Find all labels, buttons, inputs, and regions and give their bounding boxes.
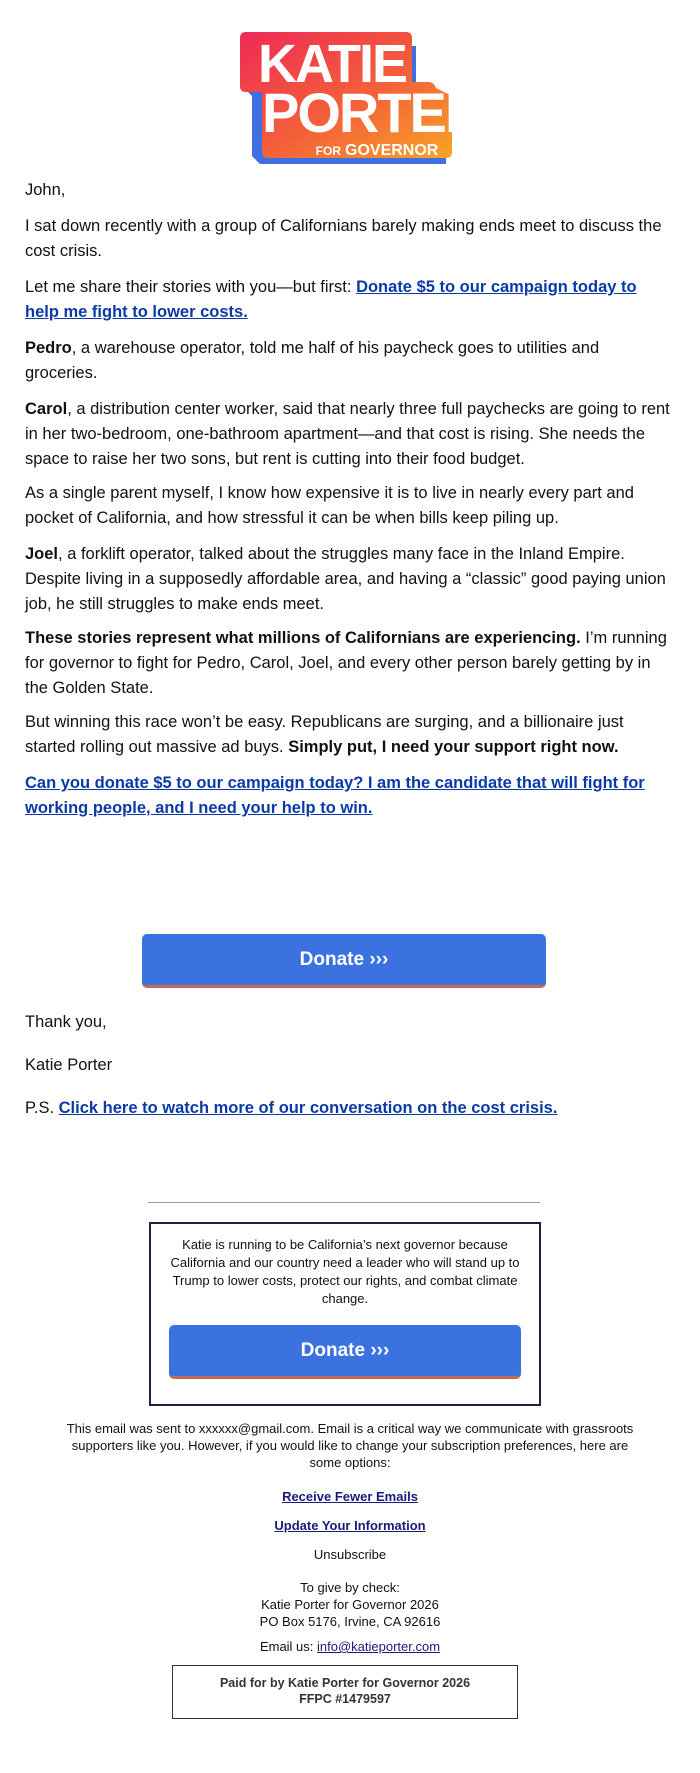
logo-for: FOR bbox=[315, 144, 341, 158]
letter-paragraph-joel: Joel, a forklift operator, talked about the struggles many face in the Inland Empire. Despite living in a supposedly affordable area, and having a “classic” good paying union job, he still struggles to make ends meet. bbox=[25, 545, 666, 613]
email-us: Email us: info@katieporter.com bbox=[259, 1639, 441, 1654]
letter-paragraph-stories: These stories represent what millions of Californians are experiencing. I’m running for governor to fight for Pedro, Carol, Joel, and every other person barely getting by in the Golden State. bbox=[25, 629, 667, 697]
check-line-2: Katie Porter for Governor 2026 bbox=[261, 1597, 439, 1612]
update-information-wrap bbox=[60, 1517, 640, 1534]
watch-conversation-link[interactable]: Click here to watch more of our conversation on the cost crisis. bbox=[58, 1099, 558, 1117]
letter-paragraph-pedro: Pedro, a warehouse operator, told me half of his paycheck goes to utilities and groceries. bbox=[25, 339, 600, 382]
logo-office: GOVERNOR bbox=[345, 142, 439, 159]
ffpc-number: FFPC #1479597 bbox=[299, 1692, 391, 1706]
letter-paragraph-parent: As a single parent myself, I know how expensive it is to live in nearly every part and pocket of California, and how stressful it can be when bills keep piling up. bbox=[25, 484, 634, 527]
check-line-3: PO Box 5176, Irvine, CA 92616 bbox=[259, 1614, 441, 1629]
footer-divider bbox=[148, 1202, 540, 1203]
letter-paragraph-carol: Carol, a distribution center worker, said that nearly three full paychecks are going to rent in her two-bedroom, one-bathroom apartment—and that cost is rising. She needs the space to raise her two sons, but rent is cutting into their food budget. bbox=[25, 400, 670, 468]
letter-ps: P.S. Click here to watch more of our conversation on the cost crisis. bbox=[25, 1099, 558, 1117]
email-address-link[interactable]: info@katieporter.com bbox=[317, 1639, 441, 1654]
letter-paragraph-2: Let me share their stories with you—but first: Donate $5 to our campaign today to help me fight to lower costs. bbox=[25, 278, 637, 321]
donate-button[interactable]: Donate ››› bbox=[142, 934, 546, 988]
donate-intro-link[interactable]: Donate $5 to our campaign today to help me fight to lower costs. bbox=[25, 278, 637, 321]
footer-donate-button[interactable]: Donate ››› bbox=[169, 1325, 521, 1379]
letter-paragraph-ask bbox=[25, 771, 675, 821]
campaign-logo bbox=[240, 32, 484, 168]
letter-signature: Katie Porter bbox=[25, 1056, 113, 1074]
footer-donate-box bbox=[149, 1222, 541, 1406]
unsubscribe-link[interactable]: Unsubscribe bbox=[313, 1547, 387, 1562]
footer-box-text: Katie is running to be California’s next governor because California and our country need a leader who will stand up to Trump to lower costs, protect our rights, and combat climate change. bbox=[170, 1237, 520, 1306]
logo-subtitle bbox=[292, 142, 462, 160]
paid-for-line: Paid for by Katie Porter for Governor 2026 bbox=[219, 1676, 471, 1690]
logo-name-line1: KATIE bbox=[258, 34, 406, 94]
receive-fewer-emails-wrap bbox=[60, 1488, 640, 1505]
letter-paragraph-race: But winning this race won’t be easy. Republicans are surging, and a billionaire just started rolling out massive ad buys. Simply put, I need your support right now. bbox=[25, 713, 624, 756]
letter-salutation: John, bbox=[25, 181, 66, 199]
check-info bbox=[60, 1579, 640, 1630]
letter-closing: Thank you, bbox=[25, 1013, 107, 1031]
donate-ask-link[interactable]: Can you donate $5 to our campaign today? I am the candidate that will fight for working people, and I need your help to win. bbox=[25, 774, 645, 817]
receive-fewer-emails-link[interactable]: Receive Fewer Emails bbox=[282, 1489, 418, 1504]
logo-name-line2: PORTER bbox=[262, 81, 484, 144]
sent-to-notice: This email was sent to xxxxxx@gmail.com. Email is a critical way we communicate with grassroots supporters like you. However, if you would like to change your subscription preferences, here are some options: bbox=[66, 1421, 634, 1470]
letter-paragraph-1: I sat down recently with a group of Californians barely making ends meet to discuss the cost crisis. bbox=[25, 217, 662, 260]
paid-for-disclaimer bbox=[172, 1665, 518, 1719]
update-information-link[interactable]: Update Your Information bbox=[274, 1518, 426, 1533]
check-line-1: To give by check: bbox=[300, 1580, 400, 1595]
